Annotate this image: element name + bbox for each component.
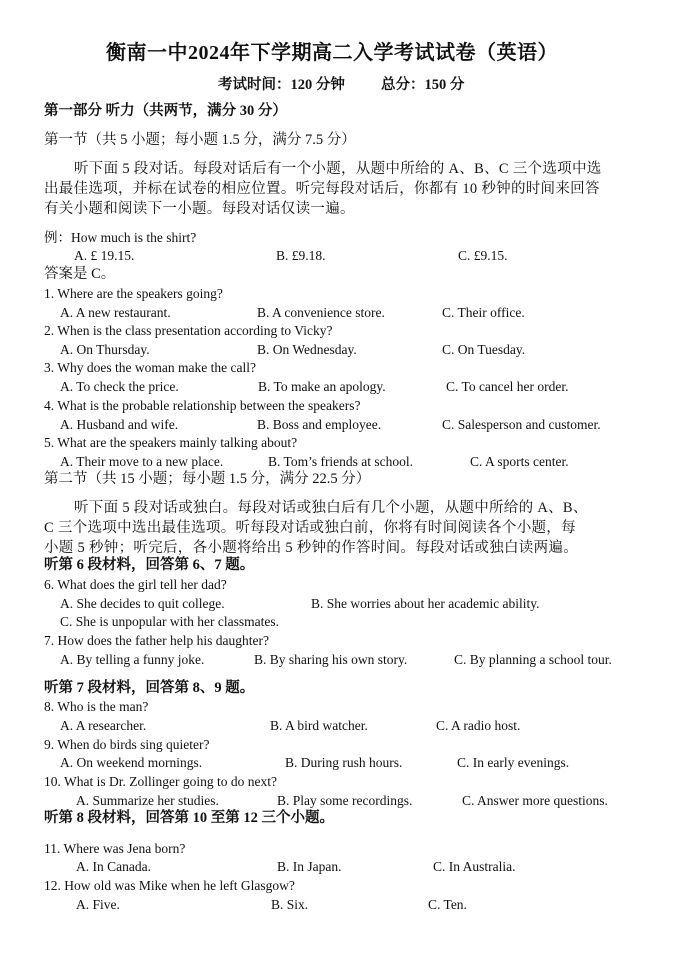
- q11-option-a: A. In Canada.: [76, 859, 151, 874]
- question-2: 2. When is the class presentation according to Vicky?: [44, 323, 333, 338]
- q1-option-a: A. A new restaurant.: [60, 305, 171, 320]
- q5-option-a: A. Their move to a new place.: [60, 454, 224, 469]
- q5-option-c: C. A sports center.: [470, 454, 569, 469]
- section2-instruction-line: 听下面 5 段对话或独白。每段对话或独白后有几个小题，从题中所给的 A、B、: [74, 500, 588, 516]
- q6-option-a: A. She decides to quit college.: [60, 596, 225, 611]
- q7-option-b: B. By sharing his own story.: [254, 652, 408, 667]
- q9-option-a: A. On weekend mornings.: [60, 755, 203, 770]
- total-score: 总分：150 分: [381, 77, 465, 93]
- section1-instruction-line: 有关小题和阅读下一小题。每段对话仅读一遍。: [44, 201, 355, 217]
- q4-option-a: A. Husband and wife.: [60, 417, 179, 432]
- example-answer: 答案是 C。: [44, 266, 116, 282]
- question-10: 10. What is Dr. Zollinger going to do next?: [44, 774, 277, 789]
- question-8: 8. Who is the man?: [44, 699, 149, 714]
- question-7: 7. How does the father help his daughter?: [44, 633, 269, 648]
- q8-option-c: C. A radio host.: [436, 718, 521, 733]
- exam-title: 衡南一中2024年下学期高二入学考试试卷（英语）: [106, 42, 558, 64]
- question-4: 4. What is the probable relationship between the speakers?: [44, 398, 361, 413]
- example-option-a: A. £ 19.15.: [74, 248, 135, 263]
- q4-option-c: C. Salesperson and customer.: [442, 417, 601, 432]
- group6-heading: 听第 6 段材料，回答第 6、7 题。: [44, 557, 255, 573]
- section2-instruction-line: 小题 5 秒钟；听完后，各小题将给出 5 秒钟的作答时间。每段对话或独白读两遍。: [44, 540, 578, 556]
- example-option-b: B. £9.18.: [276, 248, 326, 263]
- q3-option-b: B. To make an apology.: [258, 379, 386, 394]
- q5-option-b: B. Tom’s friends at school.: [268, 454, 414, 469]
- section1-instruction-line: 出最佳选项，并标在试卷的相应位置。听完每段对话后，你都有 10 秒钟的时间来回答: [44, 181, 600, 197]
- q4-option-b: B. Boss and employee.: [257, 417, 382, 432]
- q10-option-a: A. Summarize her studies.: [76, 793, 219, 808]
- section2-instruction-line: C 三个选项中选出最佳选项。听每段对话或独白前，你将有时间阅读各个小题，每: [44, 520, 576, 536]
- group7-heading: 听第 7 段材料，回答第 8、9 题。: [44, 680, 255, 696]
- q2-option-b: B. On Wednesday.: [257, 342, 357, 357]
- exam-time: 考试时间：120 分钟: [218, 77, 345, 93]
- question-5: 5. What are the speakers mainly talking about?: [44, 435, 298, 450]
- question-6: 6. What does the girl tell her dad?: [44, 577, 227, 592]
- example-question: 例：How much is the shirt?: [44, 230, 197, 245]
- q11-option-c: C. In Australia.: [433, 859, 516, 874]
- q7-option-c: C. By planning a school tour.: [454, 652, 612, 667]
- q6-option-b: B. She worries about her academic ability.: [311, 596, 540, 611]
- group8-heading: 听第 8 段材料，回答第 10 至第 12 三个小题。: [44, 810, 334, 826]
- section2-heading: 第二节（共 15 小题；每小题 1.5 分，满分 22.5 分）: [44, 471, 371, 487]
- q12-option-c: C. Ten.: [428, 897, 467, 912]
- q7-option-a: A. By telling a funny joke.: [60, 652, 205, 667]
- question-11: 11. Where was Jena born?: [44, 841, 186, 856]
- q8-option-a: A. A researcher.: [60, 718, 147, 733]
- question-12: 12. How old was Mike when he left Glasgow?: [44, 878, 295, 893]
- question-3: 3. Why does the woman make the call?: [44, 360, 256, 375]
- q3-option-a: A. To check the price.: [60, 379, 179, 394]
- q9-option-c: C. In early evenings.: [457, 755, 570, 770]
- q1-option-c: C. Their office.: [442, 305, 525, 320]
- example-option-c: C. £9.15.: [458, 248, 508, 263]
- q2-option-c: C. On Tuesday.: [442, 342, 526, 357]
- question-1: 1. Where are the speakers going?: [44, 286, 223, 301]
- q11-option-b: B. In Japan.: [277, 859, 342, 874]
- q1-option-b: B. A convenience store.: [257, 305, 385, 320]
- q3-option-c: C. To cancel her order.: [446, 379, 569, 394]
- q2-option-a: A. On Thursday.: [60, 342, 150, 357]
- q10-option-b: B. Play some recordings.: [277, 793, 413, 808]
- question-9: 9. When do birds sing quieter?: [44, 737, 210, 752]
- q6-option-c: C. She is unpopular with her classmates.: [60, 614, 279, 629]
- part1-heading: 第一部分 听力（共两节，满分 30 分）: [44, 103, 287, 119]
- section1-instruction-line: 听下面 5 段对话。每段对话后有一个小题，从题中所给的 A、B、C 三个选项中选: [74, 161, 602, 177]
- q12-option-b: B. Six.: [271, 897, 309, 912]
- section1-heading: 第一节（共 5 小题；每小题 1.5 分，满分 7.5 分）: [44, 132, 356, 148]
- q8-option-b: B. A bird watcher.: [270, 718, 368, 733]
- q9-option-b: B. During rush hours.: [285, 755, 403, 770]
- q10-option-c: C. Answer more questions.: [462, 793, 608, 808]
- q12-option-a: A. Five.: [76, 897, 120, 912]
